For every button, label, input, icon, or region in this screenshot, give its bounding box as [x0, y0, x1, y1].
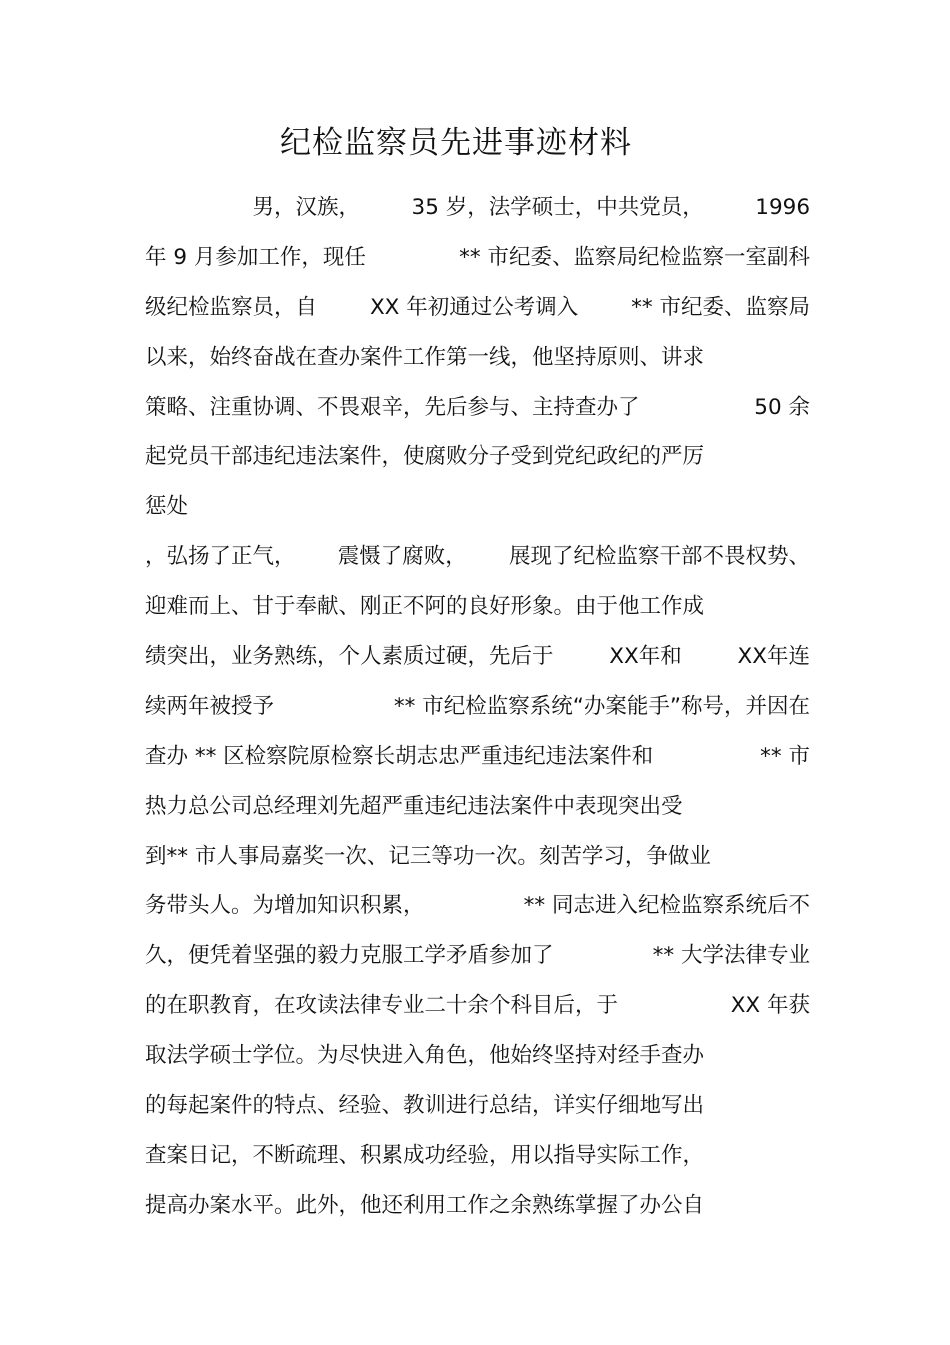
line-segment: 久，便凭着坚强的毅力克服工学矛盾参加了 [145, 943, 554, 969]
line-segment: XX年连 [737, 644, 810, 670]
line-segment: 提高办案水平。此外，他还利用工作之余熟练掌握了办公自 [145, 1192, 705, 1218]
text-line [145, 582, 810, 632]
line-segment: XX 年初通过公考调入 [369, 294, 579, 320]
text-line [145, 1131, 810, 1181]
text-line [145, 981, 810, 1031]
body-text [145, 183, 810, 1231]
text-line [145, 1031, 810, 1081]
text-line [145, 1081, 810, 1131]
line-segment: 到** 市人事局嘉奖一次、记三等功一次。刻苦学习，争做业 [145, 843, 711, 869]
text-line [145, 732, 810, 782]
line-segment: ** 市纪委、监察局纪检监察一室副科 [459, 244, 810, 270]
line-segment: ** 市纪委、监察局 [631, 294, 810, 320]
line-segment: 取法学硕士学位。为尽快进入角色，他始终坚持对经手查办 [145, 1043, 705, 1069]
line-segment: 震慑了腐败， [337, 544, 467, 570]
line-segment: ** 市纪检监察系统“办案能手”称号，并因在 [393, 693, 810, 719]
line-segment: 续两年被授予 [145, 693, 275, 719]
text-line [145, 1181, 810, 1231]
line-segment: XX 年获 [730, 993, 810, 1019]
text-line [145, 832, 810, 882]
text-line [145, 881, 810, 931]
text-line [145, 782, 810, 832]
line-segment: 的在职教育，在攻读法律专业二十余个科目后，于 [145, 993, 619, 1019]
text-line [145, 532, 810, 582]
line-segment: 起党员干部违纪违法案件，使腐败分子受到党纪政纪的严厉 [145, 444, 705, 470]
text-line [145, 233, 810, 283]
line-segment: ** 大学法律专业 [652, 943, 810, 969]
text-line [145, 682, 810, 732]
line-segment: 展现了纪检监察干部不畏权势、 [508, 544, 810, 570]
line-segment: ** 同志进入纪检监察系统后不 [523, 893, 810, 919]
line-segment: 级纪检监察员，自 [145, 294, 318, 320]
line-segment: 查案日记，不断疏理、积累成功经验，用以指导实际工作， [145, 1142, 705, 1168]
line-segment: 男，汉族， [145, 195, 361, 220]
text-line [145, 931, 810, 981]
text-line [145, 482, 810, 532]
text-line [145, 632, 810, 682]
text-line [145, 183, 810, 233]
line-segment: 绩突出，业务熟练，个人素质过硬，先后于 [145, 644, 554, 670]
line-segment: 1996 [755, 195, 810, 220]
line-segment: 查办 ** 区检察院原检察长胡志忠严重违纪违法案件和 [145, 743, 654, 769]
text-line [145, 383, 810, 433]
line-segment: 35 岁，法学硕士，中共党员， [411, 195, 704, 220]
line-segment: 务带头人。为增加知识积累， [145, 893, 425, 919]
text-line [145, 283, 810, 333]
line-segment: 年 9 月参加工作，现任 [145, 244, 366, 270]
line-segment: 惩处 [145, 494, 189, 520]
line-segment: 的每起案件的特点、经验、教训进行总结，详实仔细地写出 [145, 1093, 705, 1119]
line-segment: XX年和 [609, 644, 682, 670]
line-segment: ** 市 [760, 743, 810, 769]
page-title: 纪检监察员先进事迹材料 [280, 125, 632, 161]
line-segment: ，弘扬了正气， [145, 544, 296, 570]
line-segment: 策略、注重协调、不畏艰辛，先后参与、主持查办了 [145, 394, 640, 420]
line-segment: 热力总公司总经理刘先超严重违纪违法案件中表现突出受 [145, 793, 683, 819]
line-segment: 迎难而上、甘于奉献、刚正不阿的良好形象。由于他工作成 [145, 594, 705, 620]
text-line [145, 432, 810, 482]
text-line [145, 333, 810, 383]
line-segment: 50 余 [754, 394, 810, 420]
line-segment: 以来，始终奋战在查办案件工作第一线，他坚持原则、讲求 [145, 344, 705, 370]
